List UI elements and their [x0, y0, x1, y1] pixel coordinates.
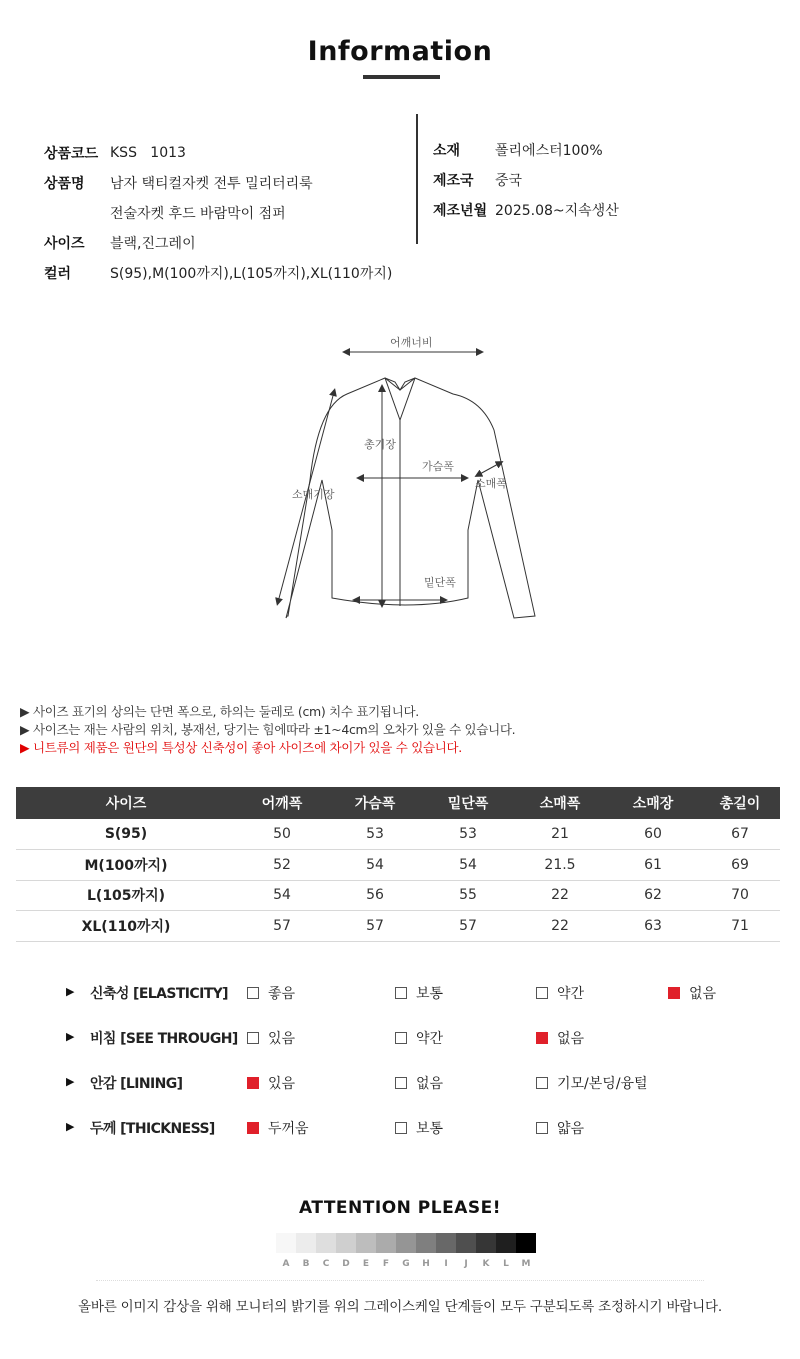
property-option-selected	[668, 983, 716, 1003]
grayscale-label: E	[362, 1259, 370, 1269]
table-cell: 62	[606, 880, 700, 911]
table-cell: 67	[700, 819, 780, 850]
table-cell: 21.5	[514, 850, 606, 881]
table-cell: 57	[328, 911, 422, 942]
attention-title: ATTENTION PLEASE!	[299, 1198, 501, 1218]
table-cell: 57	[236, 911, 328, 942]
option-label: 보통	[416, 1121, 444, 1137]
info-label: 상품명	[44, 176, 85, 192]
info-row-country	[433, 165, 773, 195]
table-cell: 63	[606, 911, 700, 942]
checkbox-checked-icon	[668, 987, 680, 999]
grayscale-label: F	[382, 1259, 390, 1269]
option-label: 기모/본딩/융털	[557, 1076, 648, 1092]
property-label: 안감 [LINING]	[90, 1076, 183, 1092]
checkbox-icon	[395, 1122, 407, 1134]
property-option	[395, 1118, 443, 1138]
product-info-right	[433, 135, 773, 225]
property-row-thickness	[0, 1113, 800, 1143]
table-cell: 57	[422, 911, 514, 942]
grayscale-label: M	[521, 1259, 531, 1269]
property-option	[247, 983, 295, 1003]
property-option	[536, 983, 584, 1003]
property-option-selected	[536, 1028, 584, 1048]
product-info-left	[44, 138, 414, 288]
property-row-elasticity	[0, 978, 800, 1008]
column-header: 소매장	[606, 787, 700, 819]
table-cell: 22	[514, 911, 606, 942]
table-header-row	[16, 787, 780, 819]
play-arrow-icon: ▶	[66, 985, 75, 998]
grayscale-swatch	[336, 1233, 356, 1253]
hem-label: 밑단폭	[424, 576, 456, 589]
grayscale-swatch	[276, 1233, 296, 1253]
monitor-notice: 올바른 이미지 감상을 위해 모니터의 밝기를 위의 그레이스케일 단계들이 모두 구분되도록 조정하시기 바랍니다.	[78, 1299, 722, 1315]
grayscale-strip	[276, 1233, 536, 1253]
grayscale-swatch	[416, 1233, 436, 1253]
info-row-date	[433, 195, 773, 225]
column-header: 가슴폭	[328, 787, 422, 819]
table-row	[16, 911, 780, 942]
table-cell: 54	[328, 850, 422, 881]
info-label: 소재	[433, 143, 461, 159]
grayscale-label: L	[503, 1259, 509, 1269]
info-value: 2025.08~지속생산	[495, 203, 619, 219]
jacket-measurement-diagram	[250, 330, 550, 630]
info-row-code	[44, 138, 414, 168]
table-cell: 53	[328, 819, 422, 850]
table-cell: 54	[236, 880, 328, 911]
info-row-color	[44, 258, 414, 288]
size-notes	[20, 703, 515, 757]
checkbox-icon	[395, 1077, 407, 1089]
info-label: 사이즈	[44, 236, 85, 252]
grayscale-swatch	[296, 1233, 316, 1253]
checkbox-checked-icon	[247, 1077, 259, 1089]
table-cell: 54	[422, 850, 514, 881]
checkbox-icon	[536, 1077, 548, 1089]
property-option-selected	[247, 1073, 295, 1093]
grayscale-swatch	[456, 1233, 476, 1253]
property-option	[395, 983, 443, 1003]
property-label: 신축성 [ELASTICITY]	[90, 986, 228, 1002]
table-cell: 60	[606, 819, 700, 850]
note-line: ▶ 사이즈는 재는 사람의 위치, 봉재선, 당기는 힘에따라 ±1~4cm의 오차가 있을 수 있습니다.	[20, 722, 516, 737]
option-label: 두꺼움	[268, 1121, 309, 1137]
option-label: 좋음	[268, 986, 296, 1002]
column-header: 총길이	[700, 787, 780, 819]
sleeve-length-label: 소매기장	[292, 488, 335, 501]
checkbox-checked-icon	[247, 1122, 259, 1134]
info-label: 컬러	[44, 266, 72, 282]
table-row	[16, 819, 780, 850]
option-label: 없음	[557, 1031, 585, 1047]
info-divider	[416, 114, 418, 244]
property-label: 비침 [SEE THROUGH]	[90, 1031, 238, 1047]
grayscale-label: G	[402, 1259, 410, 1269]
sleeve-width-label: 소매폭	[475, 477, 507, 490]
title-underline	[363, 75, 440, 79]
info-value: 중국	[495, 173, 523, 189]
option-label: 약간	[557, 986, 585, 1002]
table-cell: M(100까지)	[16, 850, 236, 881]
property-option	[395, 1028, 443, 1048]
column-header: 밑단폭	[422, 787, 514, 819]
table-cell: 69	[700, 850, 780, 881]
page-title: Information	[307, 36, 493, 67]
grayscale-swatch	[496, 1233, 516, 1253]
info-row-size	[44, 228, 414, 258]
info-label: 제조년월	[433, 203, 488, 219]
play-arrow-icon: ▶	[66, 1120, 75, 1133]
info-value: 전술자켓 후드 바람막이 점퍼	[110, 206, 286, 222]
table-cell: 52	[236, 850, 328, 881]
grayscale-label: J	[464, 1259, 468, 1269]
property-option	[395, 1073, 443, 1093]
grayscale-swatch	[476, 1233, 496, 1253]
checkbox-checked-icon	[536, 1032, 548, 1044]
info-value: KSS 1013	[110, 145, 186, 161]
table-cell: 55	[422, 880, 514, 911]
table-cell: 70	[700, 880, 780, 911]
table-row	[16, 850, 780, 881]
sleeve-width-arrow	[478, 463, 500, 475]
play-arrow-icon: ▶	[66, 1030, 75, 1043]
grayscale-label: C	[322, 1259, 330, 1269]
checkbox-icon	[395, 987, 407, 999]
checkbox-icon	[536, 1122, 548, 1134]
grayscale-swatch	[396, 1233, 416, 1253]
grayscale-swatch	[436, 1233, 456, 1253]
divider	[96, 1280, 704, 1281]
grayscale-swatch	[516, 1233, 536, 1253]
info-row-name	[44, 168, 414, 198]
column-header: 소매폭	[514, 787, 606, 819]
table-cell: 71	[700, 911, 780, 942]
option-label: 없음	[416, 1076, 444, 1092]
size-table	[16, 787, 780, 942]
table-cell: 22	[514, 880, 606, 911]
property-row-see-through	[0, 1023, 800, 1053]
column-header: 어깨폭	[236, 787, 328, 819]
play-arrow-icon: ▶	[66, 1075, 75, 1088]
option-label: 약간	[416, 1031, 444, 1047]
option-label: 있음	[268, 1031, 296, 1047]
checkbox-icon	[536, 987, 548, 999]
table-cell: 53	[422, 819, 514, 850]
table-cell: 61	[606, 850, 700, 881]
note-line-warning: ▶ 니트류의 제품은 원단의 특성상 신축성이 좋아 사이즈에 차이가 있을 수 있습니다.	[20, 740, 462, 755]
table-cell: S(95)	[16, 819, 236, 850]
grayscale-label: B	[302, 1259, 310, 1269]
option-label: 없음	[689, 986, 717, 1002]
option-label: 보통	[416, 986, 444, 1002]
grayscale-label: I	[444, 1259, 448, 1269]
grayscale-labels	[276, 1259, 536, 1269]
property-label: 두께 [THICKNESS]	[90, 1121, 215, 1137]
info-value: S(95),M(100까지),L(105까지),XL(110까지)	[110, 266, 393, 282]
table-row	[16, 880, 780, 911]
info-value: 폴리에스터100%	[495, 143, 603, 159]
property-option-selected	[247, 1118, 309, 1138]
note-line: ▶ 사이즈 표기의 상의는 단면 폭으로, 하의는 둘레로 (cm) 치수 표기됩니다.	[20, 704, 419, 719]
grayscale-swatch	[376, 1233, 396, 1253]
grayscale-swatch	[356, 1233, 376, 1253]
table-cell: XL(110까지)	[16, 911, 236, 942]
info-label: 제조국	[433, 173, 474, 189]
chest-label: 가슴폭	[422, 460, 454, 473]
info-value: 블랙,진그레이	[110, 236, 196, 252]
grayscale-label: H	[422, 1259, 430, 1269]
property-option	[247, 1028, 295, 1048]
table-cell: L(105까지)	[16, 880, 236, 911]
grayscale-label: D	[342, 1259, 350, 1269]
property-option	[536, 1073, 648, 1093]
table-cell: 21	[514, 819, 606, 850]
info-label: 상품코드	[44, 146, 99, 162]
checkbox-icon	[247, 1032, 259, 1044]
grayscale-swatch	[316, 1233, 336, 1253]
property-row-lining	[0, 1068, 800, 1098]
column-header: 사이즈	[16, 787, 236, 819]
grayscale-label: K	[482, 1259, 490, 1269]
checkbox-icon	[247, 987, 259, 999]
table-cell: 50	[236, 819, 328, 850]
total-length-label: 총기장	[364, 438, 396, 451]
shoulder-label: 어깨너비	[390, 336, 433, 349]
info-value: 남자 택티컬자켓 전투 밀리터리룩	[110, 176, 313, 192]
info-row-name-cont	[44, 198, 414, 228]
checkbox-icon	[395, 1032, 407, 1044]
property-option	[536, 1118, 584, 1138]
option-label: 있음	[268, 1076, 296, 1092]
option-label: 얇음	[557, 1121, 585, 1137]
grayscale-label: A	[282, 1259, 290, 1269]
info-row-material	[433, 135, 773, 165]
table-cell: 56	[328, 880, 422, 911]
